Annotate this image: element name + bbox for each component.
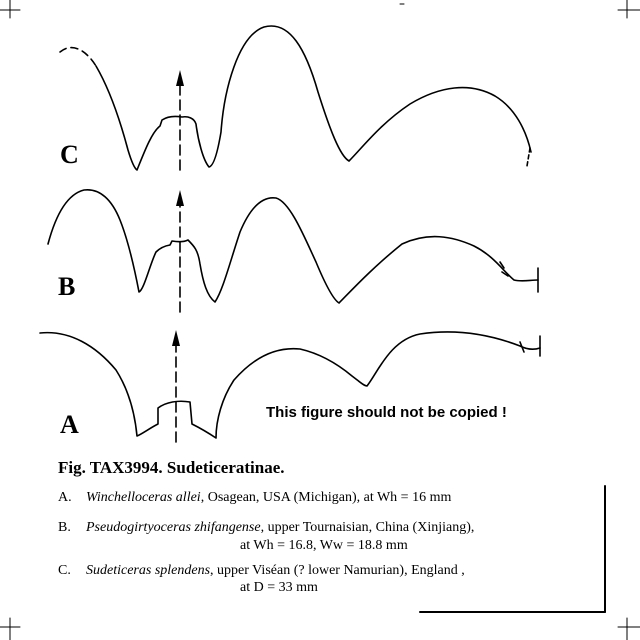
caption-c-species: Sudeticeras splendens	[86, 563, 211, 578]
panel-label-b: B	[58, 272, 76, 301]
figure-title: Fig. TAX3994. Sudeticeratinae.	[58, 458, 285, 477]
suture-line-a	[40, 330, 540, 442]
suture-line-c	[60, 26, 531, 170]
suture-line-b	[48, 190, 538, 312]
caption-a	[58, 490, 451, 506]
caption-b-species: Pseudogirtyoceras zhifangense	[86, 520, 261, 535]
caption-b-line2: at Wh = 16.8, Ww = 18.8 mm	[240, 538, 408, 553]
caption-c-line2: at D = 33 mm	[240, 580, 318, 595]
caption-a-species: Winchelloceras allei	[86, 490, 201, 505]
caption-b-details: , upper Tournaisian, China (Xinjiang),	[260, 520, 475, 535]
copy-warning: This figure should not be copied !	[266, 404, 507, 421]
caption-b-letter: B.	[58, 520, 71, 535]
caption-c-details: , upper Viséan (? lower Namurian), England ,	[210, 563, 465, 578]
caption-c	[58, 563, 465, 579]
panel-label-c: C	[60, 140, 79, 169]
caption-c-letter: C.	[58, 563, 71, 578]
caption-a-letter: A.	[58, 490, 72, 505]
caption-a-details: , Osagean, USA (Michigan), at Wh = 16 mm	[200, 490, 452, 505]
caption-b	[58, 520, 474, 536]
panel-label-a: A	[60, 410, 79, 439]
